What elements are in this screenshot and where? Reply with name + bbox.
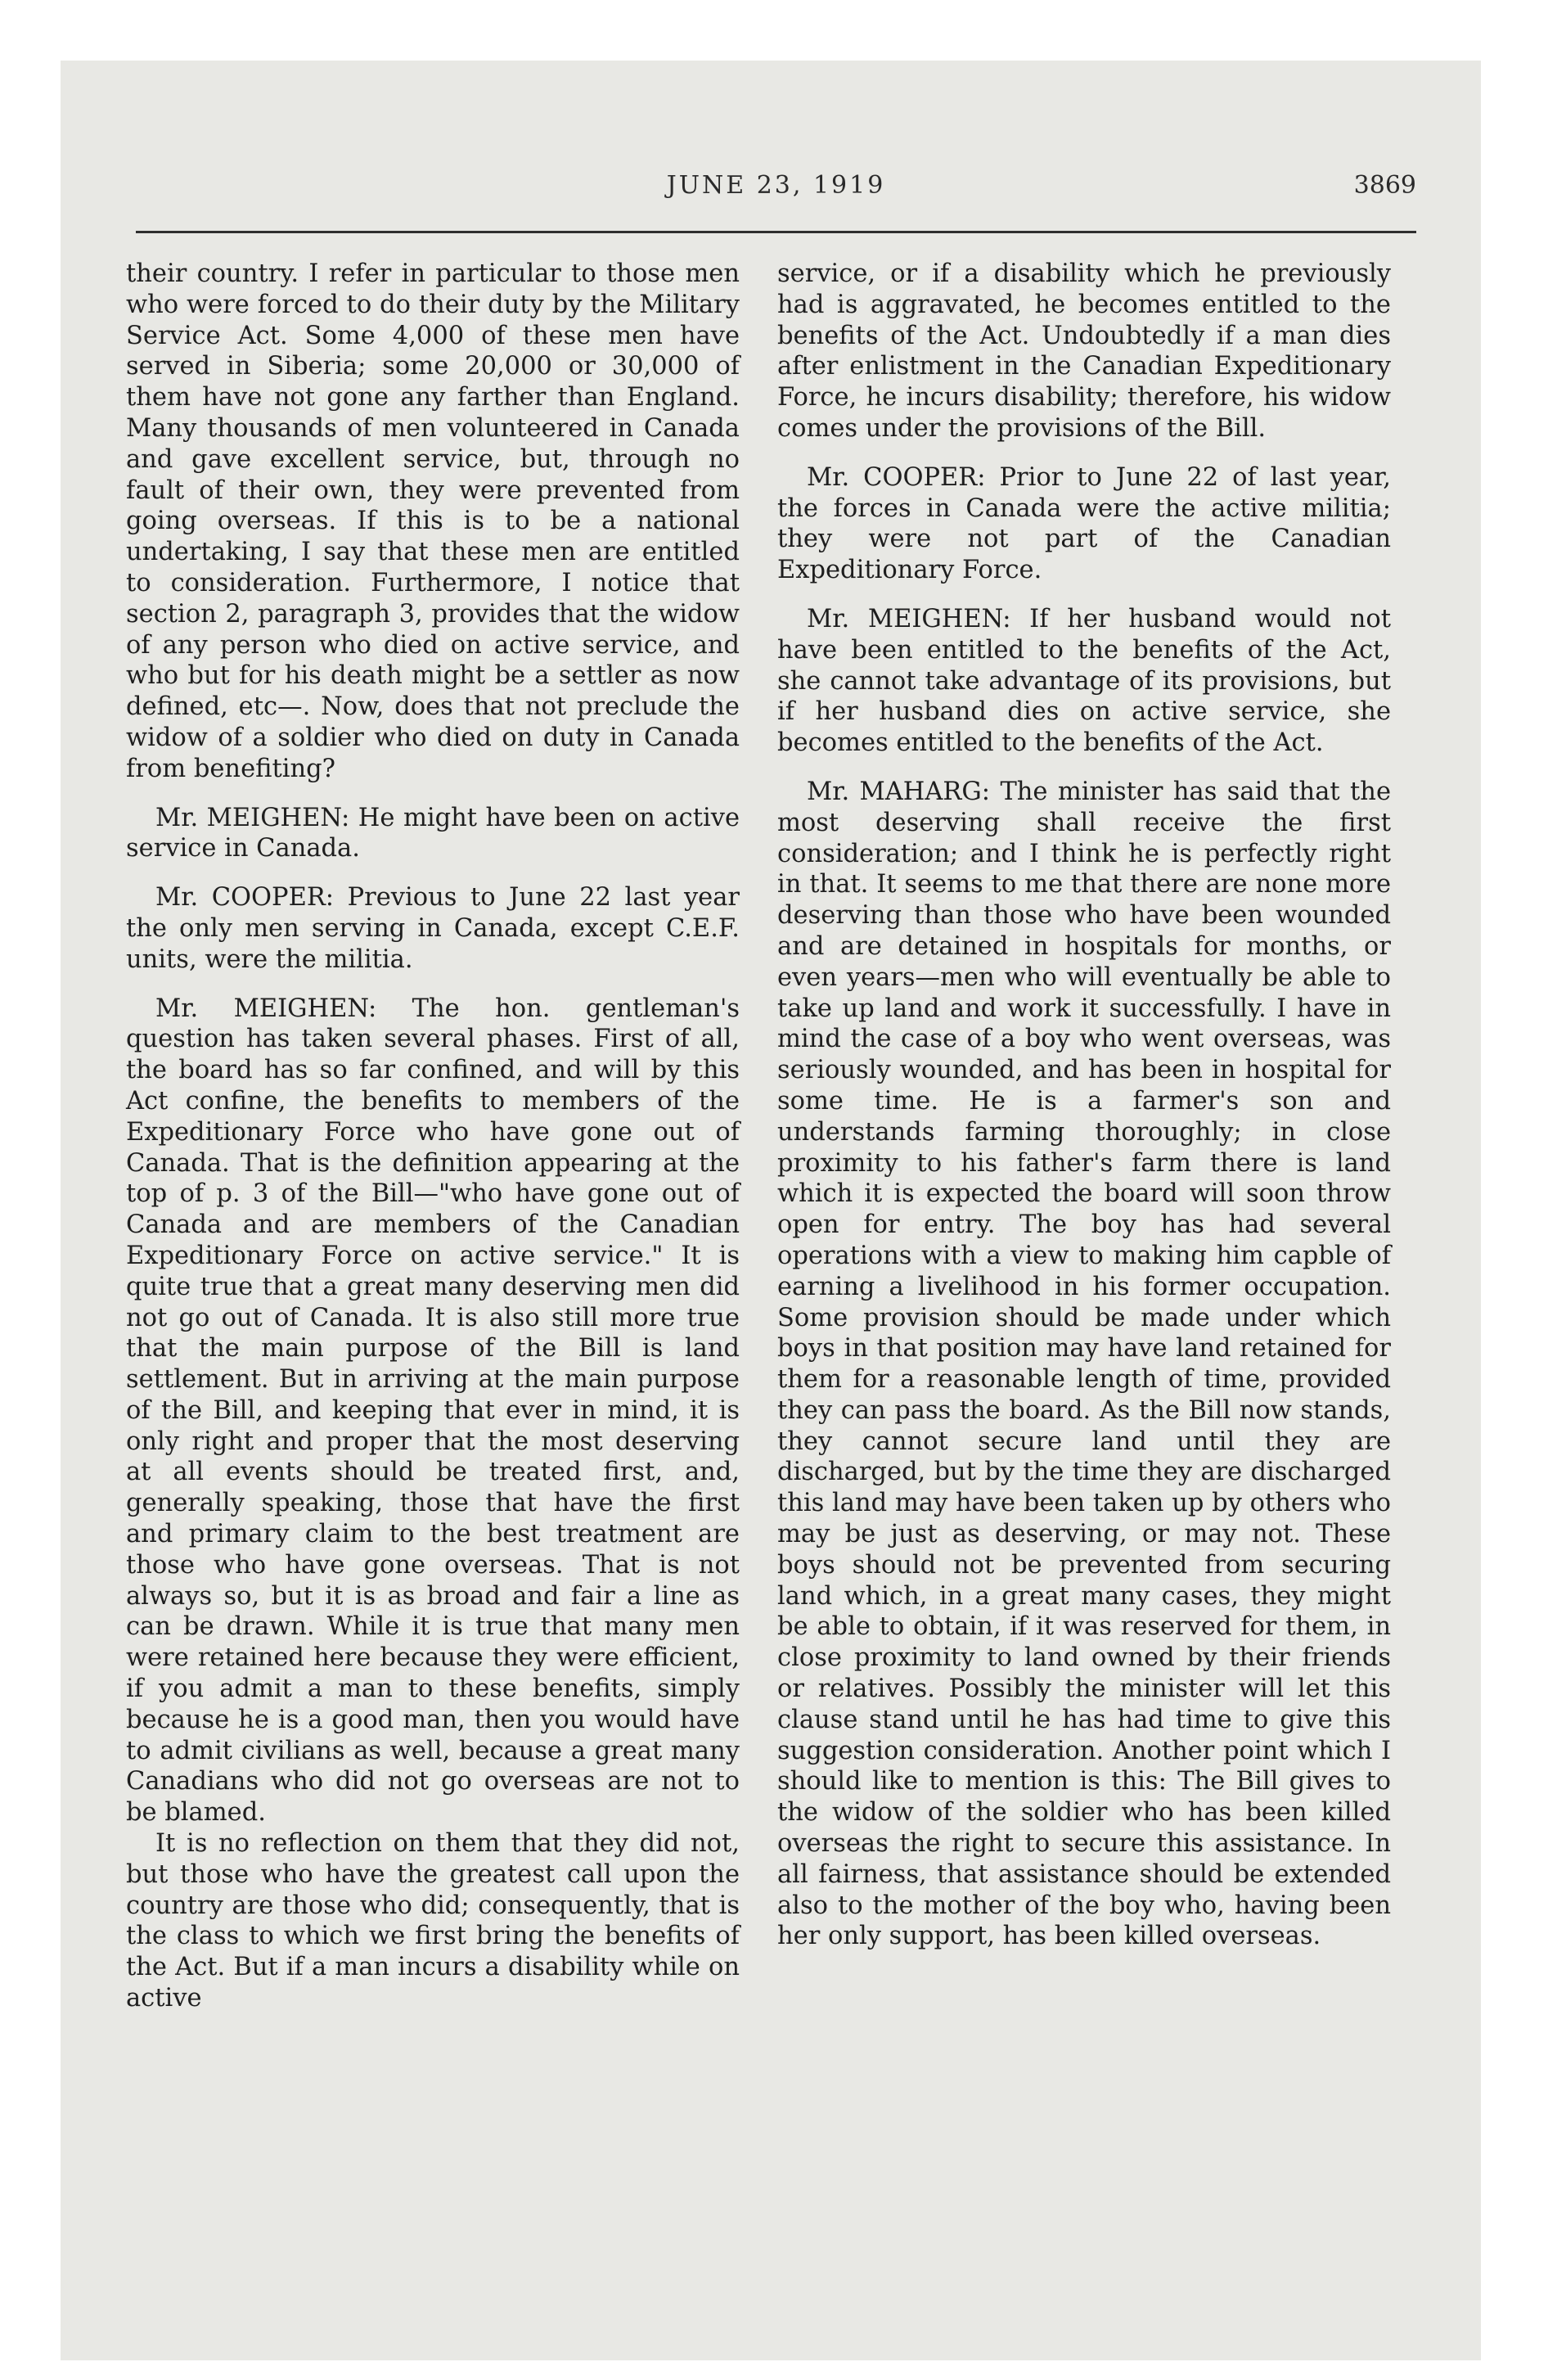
paragraph: Mr. MAHARG: The minister has said that the most deserving shall receive the first consideration; and I think he is perfectly right in that. It seems to me that there are none more deserving than those who have been wounded and are detained in hospitals for months, or even years—men who will eventually be able to take up land and work it successfully. I have in mind the case of a boy who went overseas, was seriously wounded, and has been in hospital for some time. He is a farmer's son and understands farming thoroughly; in close proximity to his father's farm there is land which it is expected the board will soon throw open for entry. The boy has had several operations with a view to making him capble of earning a livelihood in his former occupation. Some provision should be made under which boys in that position may have land retained for them for a reasonable length of time, provided they can pass the board. As the Bill now stands, they cannot secure land until they are discharged, but by the time they are discharged this land may have been taken up by others who may be just as deserving, or may not. These boys should not be prevented from securing land which, in a great many cases, they might be able to obtain, if it was reserved for them, in close proximity to land owned by their friends or relatives. Possibly the minister will let this clause stand until he has had time to give this suggestion consideration. Another point which I should like to mention is this: The Bill gives to the widow of the soldier who has been killed overseas the right to secure this assistance. In all fairness, that assistance should be extended also to the mother of the boy who, having been her only support, has been killed overseas. [777,777,1391,1951]
paragraph: Mr. MEIGHEN: The hon. gentleman's question has taken several phases. First of all, the board has so far confined, and will by this Act confine, the benefits to members of the Expeditionary Force who have gone out of Canada. That is the definition appearing at the top of p. 3 of the Bill—"who have gone out of Canada and are members of the Canadian Expeditionary Force on active service." It is quite true that a great many deserving men did not go out of Canada. It is also still more true that the main purpose of the Bill is land settlement. But in arriving at the main purpose of the Bill, and keeping that ever in mind, it is only right and proper that the most deserving at all events should be treated first, and, generally speaking, those that have the first and primary claim to the best treatment are those who have gone overseas. That is not always so, but it is as broad and fair a line as can be drawn. While it is true that many men were retained here because they were efficient, if you admit a man to these benefits, simply because he is a good man, then you would have to admit civilians as well, because a great many Canadians who did not go overseas are not to be blamed. [126,994,740,1828]
header-date: JUNE 23, 1919 [666,171,886,200]
paragraph: Mr. MEIGHEN: If her husband would not have been entitled to the benefits of the Act, she cannot take advantage of its provisions, but if her husband dies on active service, she becomes entitled to the benefits of the Act. [777,604,1391,758]
page-number: 3869 [1353,171,1416,200]
paragraph: Mr. COOPER: Prior to June 22 of last year, the forces in Canada were the active militia; they were not part of the Canadian Expeditionary Force. [777,462,1391,585]
right-column [777,259,1391,1952]
paragraph: their country. I refer in particular to those men who were forced to do their duty by the Military Service Act. Some 4,000 of these men have served in Siberia; some 20,000 or 30,000 of them have not gone any farther than England. Many thousands of men volunteered in Canada and gave excellent service, but, through no fault of their own, they were prevented from going overseas. If this is to be a national undertaking, I say that these men are entitled to consideration. Furthermore, I notice that section 2, paragraph 3, provides that the widow of any person who died on active service, and who but for his death might be a settler as now defined, etc—. Now, does that not preclude the widow of a soldier who died on duty in Canada from benefiting? [126,259,740,783]
paragraph: service, or if a disability which he previously had is aggravated, he becomes entitled to the benefits of the Act. Undoubtedly if a man dies after enlistment in the Canadian Expeditionary Force, he incurs disability; therefore, his widow comes under the provisions of the Bill. [777,259,1391,443]
page-header [136,171,1416,212]
left-column [126,259,740,2014]
document-page [61,61,1481,2360]
header-rule [136,231,1416,233]
paragraph: Mr. MEIGHEN: He might have been on active service in Canada. [126,803,740,863]
paragraph: Mr. COOPER: Previous to June 22 last year the only men serving in Canada, except C.E.F. units, were the militia. [126,883,740,974]
paragraph: It is no reflection on them that they did not, but those who have the greatest call upon the country are those who did; consequently, that is the class to which we first bring the benefits of the Act. But if a man incurs a disability while on active [126,1829,740,2013]
